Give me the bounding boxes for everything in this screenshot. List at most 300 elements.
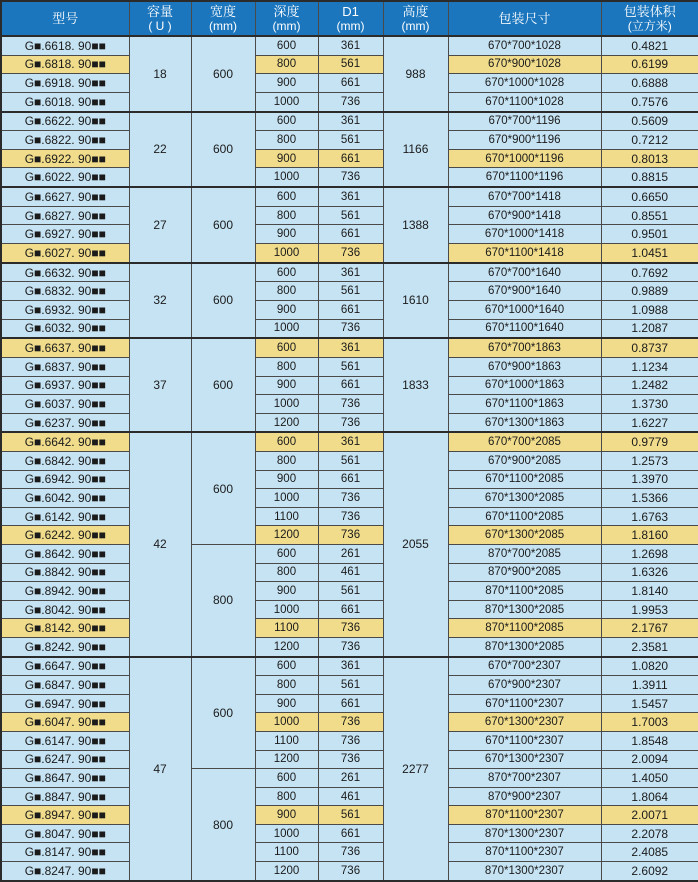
depth-cell: 1100 bbox=[255, 507, 318, 526]
package-volume-cell: 1.0820 bbox=[601, 657, 698, 676]
table-row bbox=[1, 131, 698, 150]
package-size-cell: 670*700*2085 bbox=[448, 432, 601, 451]
height-cell: 1166 bbox=[383, 112, 448, 188]
d1-cell: 736 bbox=[318, 168, 383, 187]
package-volume-cell: 1.5457 bbox=[601, 694, 698, 713]
width-cell: 600 bbox=[191, 263, 255, 339]
model-cell: G■.6237. 90■■ bbox=[1, 413, 129, 432]
model-cell: G■.8842. 90■■ bbox=[1, 563, 129, 582]
model-cell: G■.8242. 90■■ bbox=[1, 637, 129, 656]
package-volume-cell: 1.3730 bbox=[601, 395, 698, 414]
header-width-unit: (mm) bbox=[209, 19, 237, 34]
table-row bbox=[1, 319, 698, 338]
package-size-cell: 670*1000*1640 bbox=[448, 300, 601, 319]
model-cell: G■.6642. 90■■ bbox=[1, 432, 129, 451]
model-cell: G■.6618. 90■■ bbox=[1, 36, 129, 55]
package-size-cell: 670*900*1640 bbox=[448, 282, 601, 301]
depth-cell: 1000 bbox=[255, 168, 318, 187]
d1-cell: 736 bbox=[318, 732, 383, 751]
package-volume-cell: 1.2482 bbox=[601, 376, 698, 395]
model-cell: G■.8247. 90■■ bbox=[1, 862, 129, 881]
height-cell: 988 bbox=[383, 36, 448, 112]
package-volume-cell: 0.9779 bbox=[601, 432, 698, 451]
package-volume-cell: 1.6763 bbox=[601, 507, 698, 526]
package-size-cell: 670*1300*2307 bbox=[448, 713, 601, 732]
depth-cell: 1100 bbox=[255, 619, 318, 638]
package-volume-cell: 0.6888 bbox=[601, 74, 698, 93]
model-cell: G■.6632. 90■■ bbox=[1, 263, 129, 282]
table-row bbox=[1, 187, 698, 206]
width-cell: 600 bbox=[191, 657, 255, 769]
package-size-cell: 870*1100*2307 bbox=[448, 843, 601, 862]
depth-cell: 1000 bbox=[255, 395, 318, 414]
package-size-cell: 670*700*2307 bbox=[448, 657, 601, 676]
d1-cell: 736 bbox=[318, 92, 383, 111]
d1-cell: 561 bbox=[318, 806, 383, 825]
depth-cell: 600 bbox=[255, 338, 318, 357]
header-package-size bbox=[448, 1, 601, 36]
package-size-cell: 670*900*1418 bbox=[448, 206, 601, 225]
package-size-cell: 670*1100*1418 bbox=[448, 243, 601, 262]
header-capacity bbox=[129, 1, 191, 36]
header-height-label: 高度 bbox=[402, 3, 429, 19]
height-cell: 1388 bbox=[383, 187, 448, 263]
package-volume-cell: 2.0071 bbox=[601, 806, 698, 825]
table-row bbox=[1, 225, 698, 244]
d1-cell: 661 bbox=[318, 470, 383, 489]
depth-cell: 800 bbox=[255, 282, 318, 301]
depth-cell: 600 bbox=[255, 432, 318, 451]
depth-cell: 900 bbox=[255, 806, 318, 825]
table-row bbox=[1, 74, 698, 93]
package-volume-cell: 1.4050 bbox=[601, 769, 698, 788]
depth-cell: 1000 bbox=[255, 713, 318, 732]
package-size-cell: 670*700*1418 bbox=[448, 187, 601, 206]
model-cell: G■.6842. 90■■ bbox=[1, 452, 129, 471]
table-row bbox=[1, 92, 698, 111]
table-row bbox=[1, 526, 698, 545]
package-volume-cell: 2.2078 bbox=[601, 824, 698, 843]
header-capacity-label: 容量 bbox=[146, 3, 173, 19]
package-volume-cell: 1.6227 bbox=[601, 413, 698, 432]
package-volume-cell: 1.5366 bbox=[601, 489, 698, 508]
d1-cell: 736 bbox=[318, 862, 383, 881]
package-volume-cell: 0.6199 bbox=[601, 55, 698, 74]
model-cell: G■.6927. 90■■ bbox=[1, 225, 129, 244]
header-model-label: 型号 bbox=[52, 10, 79, 26]
package-volume-cell: 0.7692 bbox=[601, 263, 698, 282]
package-volume-cell: 1.8548 bbox=[601, 732, 698, 751]
d1-cell: 736 bbox=[318, 395, 383, 414]
depth-cell: 800 bbox=[255, 131, 318, 150]
capacity-cell: 47 bbox=[129, 657, 191, 881]
package-volume-cell: 2.0094 bbox=[601, 750, 698, 769]
package-size-cell: 670*1000*1418 bbox=[448, 225, 601, 244]
header-height-unit: (mm) bbox=[401, 19, 430, 34]
depth-cell: 800 bbox=[255, 452, 318, 471]
package-size-cell: 670*700*1028 bbox=[448, 36, 601, 55]
package-size-cell: 670*1000*1196 bbox=[448, 149, 601, 168]
table-row bbox=[1, 694, 698, 713]
model-cell: G■.8047. 90■■ bbox=[1, 824, 129, 843]
depth-cell: 600 bbox=[255, 544, 318, 563]
d1-cell: 661 bbox=[318, 824, 383, 843]
width-cell: 600 bbox=[191, 187, 255, 263]
model-cell: G■.6847. 90■■ bbox=[1, 676, 129, 695]
package-size-cell: 670*1300*2085 bbox=[448, 526, 601, 545]
d1-cell: 361 bbox=[318, 263, 383, 282]
depth-cell: 1000 bbox=[255, 243, 318, 262]
width-cell: 600 bbox=[191, 432, 255, 544]
model-cell: G■.6942. 90■■ bbox=[1, 470, 129, 489]
table-header bbox=[1, 1, 698, 36]
header-width bbox=[191, 1, 255, 36]
table-row bbox=[1, 582, 698, 601]
width-cell: 600 bbox=[191, 112, 255, 188]
package-volume-cell: 1.7003 bbox=[601, 713, 698, 732]
d1-cell: 461 bbox=[318, 563, 383, 582]
model-cell: G■.6937. 90■■ bbox=[1, 376, 129, 395]
d1-cell: 561 bbox=[318, 206, 383, 225]
package-size-cell: 670*1100*1863 bbox=[448, 395, 601, 414]
table-row bbox=[1, 300, 698, 319]
model-cell: G■.6018. 90■■ bbox=[1, 92, 129, 111]
d1-cell: 661 bbox=[318, 376, 383, 395]
package-volume-cell: 1.0988 bbox=[601, 300, 698, 319]
package-volume-cell: 1.2087 bbox=[601, 319, 698, 338]
model-cell: G■.8642. 90■■ bbox=[1, 544, 129, 563]
table-row bbox=[1, 676, 698, 695]
d1-cell: 736 bbox=[318, 637, 383, 656]
model-cell: G■.8042. 90■■ bbox=[1, 600, 129, 619]
capacity-cell: 18 bbox=[129, 36, 191, 112]
package-volume-cell: 1.0451 bbox=[601, 243, 698, 262]
table-row bbox=[1, 862, 698, 881]
depth-cell: 800 bbox=[255, 206, 318, 225]
height-cell: 2055 bbox=[383, 432, 448, 656]
table-row bbox=[1, 168, 698, 187]
package-volume-cell: 0.8737 bbox=[601, 338, 698, 357]
package-size-cell: 670*1100*2085 bbox=[448, 470, 601, 489]
package-volume-cell: 1.2573 bbox=[601, 452, 698, 471]
depth-cell: 800 bbox=[255, 357, 318, 376]
model-cell: G■.8142. 90■■ bbox=[1, 619, 129, 638]
header-package-volume bbox=[601, 1, 698, 36]
package-size-cell: 670*900*2085 bbox=[448, 452, 601, 471]
depth-cell: 900 bbox=[255, 300, 318, 319]
capacity-cell: 32 bbox=[129, 263, 191, 339]
package-volume-cell: 1.8064 bbox=[601, 787, 698, 806]
depth-cell: 1200 bbox=[255, 526, 318, 545]
d1-cell: 361 bbox=[318, 36, 383, 55]
header-d1-unit: (mm) bbox=[336, 19, 365, 34]
depth-cell: 900 bbox=[255, 582, 318, 601]
table-row bbox=[1, 507, 698, 526]
package-volume-cell: 2.3581 bbox=[601, 637, 698, 656]
header-depth-unit: (mm) bbox=[272, 19, 301, 34]
d1-cell: 661 bbox=[318, 225, 383, 244]
package-size-cell: 870*1100*2085 bbox=[448, 582, 601, 601]
depth-cell: 900 bbox=[255, 376, 318, 395]
d1-cell: 561 bbox=[318, 676, 383, 695]
table-row bbox=[1, 395, 698, 414]
table-row bbox=[1, 713, 698, 732]
header-capacity-unit: ( U ) bbox=[148, 19, 172, 34]
header-package-size-label: 包装尺寸 bbox=[498, 10, 551, 26]
package-size-cell: 670*1300*1863 bbox=[448, 413, 601, 432]
table-row bbox=[1, 806, 698, 825]
package-size-cell: 670*1000*1028 bbox=[448, 74, 601, 93]
model-cell: G■.6147. 90■■ bbox=[1, 732, 129, 751]
table-row bbox=[1, 732, 698, 751]
header-height bbox=[383, 1, 448, 36]
package-size-cell: 870*1300*2307 bbox=[448, 862, 601, 881]
depth-cell: 600 bbox=[255, 36, 318, 55]
table-row bbox=[1, 413, 698, 432]
table-row bbox=[1, 149, 698, 168]
package-volume-cell: 0.9501 bbox=[601, 225, 698, 244]
depth-cell: 1200 bbox=[255, 637, 318, 656]
package-volume-cell: 1.2698 bbox=[601, 544, 698, 563]
depth-cell: 1100 bbox=[255, 732, 318, 751]
depth-cell: 1100 bbox=[255, 843, 318, 862]
package-size-cell: 870*1300*2085 bbox=[448, 600, 601, 619]
depth-cell: 1000 bbox=[255, 319, 318, 338]
depth-cell: 900 bbox=[255, 225, 318, 244]
table-row bbox=[1, 282, 698, 301]
package-size-cell: 670*900*2307 bbox=[448, 676, 601, 695]
depth-cell: 1200 bbox=[255, 862, 318, 881]
d1-cell: 261 bbox=[318, 769, 383, 788]
d1-cell: 736 bbox=[318, 319, 383, 338]
table-row bbox=[1, 637, 698, 656]
package-size-cell: 670*700*1196 bbox=[448, 112, 601, 131]
package-volume-cell: 0.7576 bbox=[601, 92, 698, 111]
package-size-cell: 670*1100*2307 bbox=[448, 694, 601, 713]
depth-cell: 1200 bbox=[255, 413, 318, 432]
table-row bbox=[1, 36, 698, 55]
model-cell: G■.8942. 90■■ bbox=[1, 582, 129, 601]
model-cell: G■.6247. 90■■ bbox=[1, 750, 129, 769]
d1-cell: 661 bbox=[318, 149, 383, 168]
package-volume-cell: 0.9889 bbox=[601, 282, 698, 301]
model-cell: G■.6622. 90■■ bbox=[1, 112, 129, 131]
package-size-cell: 670*1000*1863 bbox=[448, 376, 601, 395]
package-volume-cell: 1.6326 bbox=[601, 563, 698, 582]
package-volume-cell: 0.6650 bbox=[601, 187, 698, 206]
depth-cell: 800 bbox=[255, 676, 318, 695]
depth-cell: 900 bbox=[255, 74, 318, 93]
model-cell: G■.6637. 90■■ bbox=[1, 338, 129, 357]
header-package-volume-unit: (立方米) bbox=[627, 19, 672, 34]
package-volume-cell: 2.6092 bbox=[601, 862, 698, 881]
model-cell: G■.6822. 90■■ bbox=[1, 131, 129, 150]
model-cell: G■.6647. 90■■ bbox=[1, 657, 129, 676]
d1-cell: 361 bbox=[318, 187, 383, 206]
height-cell: 2277 bbox=[383, 657, 448, 881]
depth-cell: 800 bbox=[255, 787, 318, 806]
d1-cell: 361 bbox=[318, 338, 383, 357]
d1-cell: 661 bbox=[318, 600, 383, 619]
package-volume-cell: 1.3970 bbox=[601, 470, 698, 489]
model-cell: G■.8947. 90■■ bbox=[1, 806, 129, 825]
table-row bbox=[1, 544, 698, 563]
width-cell: 800 bbox=[191, 769, 255, 881]
d1-cell: 736 bbox=[318, 507, 383, 526]
model-cell: G■.6932. 90■■ bbox=[1, 300, 129, 319]
model-cell: G■.6827. 90■■ bbox=[1, 206, 129, 225]
package-size-cell: 870*1300*2307 bbox=[448, 824, 601, 843]
d1-cell: 736 bbox=[318, 619, 383, 638]
d1-cell: 361 bbox=[318, 112, 383, 131]
height-cell: 1833 bbox=[383, 338, 448, 432]
model-cell: G■.8847. 90■■ bbox=[1, 787, 129, 806]
package-volume-cell: 1.8160 bbox=[601, 526, 698, 545]
table-row bbox=[1, 843, 698, 862]
package-size-cell: 670*1100*1196 bbox=[448, 168, 601, 187]
depth-cell: 900 bbox=[255, 149, 318, 168]
model-cell: G■.6922. 90■■ bbox=[1, 149, 129, 168]
package-size-cell: 670*900*1863 bbox=[448, 357, 601, 376]
width-cell: 800 bbox=[191, 544, 255, 656]
table-row bbox=[1, 263, 698, 282]
model-cell: G■.6032. 90■■ bbox=[1, 319, 129, 338]
package-volume-cell: 0.8013 bbox=[601, 149, 698, 168]
table-row bbox=[1, 357, 698, 376]
d1-cell: 661 bbox=[318, 694, 383, 713]
model-cell: G■.8647. 90■■ bbox=[1, 769, 129, 788]
d1-cell: 561 bbox=[318, 55, 383, 74]
model-cell: G■.6818. 90■■ bbox=[1, 55, 129, 74]
d1-cell: 561 bbox=[318, 582, 383, 601]
package-volume-cell: 1.9953 bbox=[601, 600, 698, 619]
table-row bbox=[1, 657, 698, 676]
package-volume-cell: 1.1234 bbox=[601, 357, 698, 376]
d1-cell: 561 bbox=[318, 452, 383, 471]
d1-cell: 661 bbox=[318, 74, 383, 93]
model-cell: G■.6832. 90■■ bbox=[1, 282, 129, 301]
table-row bbox=[1, 824, 698, 843]
depth-cell: 1200 bbox=[255, 750, 318, 769]
table-row bbox=[1, 600, 698, 619]
table-row bbox=[1, 376, 698, 395]
table-row bbox=[1, 470, 698, 489]
package-volume-cell: 0.8551 bbox=[601, 206, 698, 225]
table-row bbox=[1, 243, 698, 262]
d1-cell: 561 bbox=[318, 282, 383, 301]
package-size-cell: 670*900*1028 bbox=[448, 55, 601, 74]
package-volume-cell: 0.4821 bbox=[601, 36, 698, 55]
depth-cell: 1000 bbox=[255, 600, 318, 619]
package-size-cell: 670*1100*2085 bbox=[448, 507, 601, 526]
table-row bbox=[1, 55, 698, 74]
depth-cell: 1000 bbox=[255, 824, 318, 843]
d1-cell: 736 bbox=[318, 413, 383, 432]
depth-cell: 900 bbox=[255, 470, 318, 489]
d1-cell: 736 bbox=[318, 526, 383, 545]
table-row bbox=[1, 338, 698, 357]
package-size-cell: 670*1300*2085 bbox=[448, 489, 601, 508]
model-cell: G■.6627. 90■■ bbox=[1, 187, 129, 206]
capacity-cell: 42 bbox=[129, 432, 191, 656]
d1-cell: 736 bbox=[318, 489, 383, 508]
height-cell: 1610 bbox=[383, 263, 448, 339]
model-cell: G■.6027. 90■■ bbox=[1, 243, 129, 262]
package-size-cell: 670*700*1640 bbox=[448, 263, 601, 282]
depth-cell: 800 bbox=[255, 563, 318, 582]
header-depth-label: 深度 bbox=[273, 3, 300, 19]
depth-cell: 600 bbox=[255, 769, 318, 788]
d1-cell: 561 bbox=[318, 357, 383, 376]
capacity-cell: 37 bbox=[129, 338, 191, 432]
d1-cell: 361 bbox=[318, 432, 383, 451]
header-row bbox=[1, 1, 698, 36]
model-cell: G■.6918. 90■■ bbox=[1, 74, 129, 93]
header-d1-label: D1 bbox=[342, 3, 359, 19]
table-row bbox=[1, 750, 698, 769]
depth-cell: 1000 bbox=[255, 92, 318, 111]
header-d1 bbox=[318, 1, 383, 36]
d1-cell: 461 bbox=[318, 787, 383, 806]
package-size-cell: 670*900*1196 bbox=[448, 131, 601, 150]
package-size-cell: 670*1100*1028 bbox=[448, 92, 601, 111]
depth-cell: 600 bbox=[255, 112, 318, 131]
header-width-label: 宽度 bbox=[209, 3, 236, 19]
package-size-cell: 870*1100*2307 bbox=[448, 806, 601, 825]
package-volume-cell: 0.7212 bbox=[601, 131, 698, 150]
model-cell: G■.6042. 90■■ bbox=[1, 489, 129, 508]
table-row bbox=[1, 787, 698, 806]
table-row bbox=[1, 432, 698, 451]
header-depth bbox=[255, 1, 318, 36]
table-row bbox=[1, 112, 698, 131]
package-volume-cell: 0.5609 bbox=[601, 112, 698, 131]
model-cell: G■.6022. 90■■ bbox=[1, 168, 129, 187]
table-row bbox=[1, 452, 698, 471]
model-cell: G■.6947. 90■■ bbox=[1, 694, 129, 713]
table-row bbox=[1, 769, 698, 788]
d1-cell: 736 bbox=[318, 713, 383, 732]
d1-cell: 261 bbox=[318, 544, 383, 563]
table-row bbox=[1, 563, 698, 582]
depth-cell: 800 bbox=[255, 55, 318, 74]
package-size-cell: 870*700*2307 bbox=[448, 769, 601, 788]
depth-cell: 600 bbox=[255, 263, 318, 282]
model-cell: G■.6047. 90■■ bbox=[1, 713, 129, 732]
depth-cell: 600 bbox=[255, 187, 318, 206]
depth-cell: 600 bbox=[255, 657, 318, 676]
d1-cell: 361 bbox=[318, 657, 383, 676]
package-size-cell: 670*700*1863 bbox=[448, 338, 601, 357]
package-size-cell: 870*1100*2085 bbox=[448, 619, 601, 638]
package-size-cell: 870*900*2085 bbox=[448, 563, 601, 582]
table-row bbox=[1, 489, 698, 508]
d1-cell: 561 bbox=[318, 131, 383, 150]
package-volume-cell: 1.3911 bbox=[601, 676, 698, 695]
package-size-cell: 870*700*2085 bbox=[448, 544, 601, 563]
model-cell: G■.6142. 90■■ bbox=[1, 507, 129, 526]
package-volume-cell: 1.8140 bbox=[601, 582, 698, 601]
package-volume-cell: 0.8815 bbox=[601, 168, 698, 187]
package-size-cell: 670*1300*2307 bbox=[448, 750, 601, 769]
model-cell: G■.6837. 90■■ bbox=[1, 357, 129, 376]
package-size-cell: 670*1100*1640 bbox=[448, 319, 601, 338]
model-cell: G■.6242. 90■■ bbox=[1, 526, 129, 545]
depth-cell: 900 bbox=[255, 694, 318, 713]
package-size-cell: 870*1300*2085 bbox=[448, 637, 601, 656]
package-size-cell: 670*1100*2307 bbox=[448, 732, 601, 751]
table-row bbox=[1, 619, 698, 638]
